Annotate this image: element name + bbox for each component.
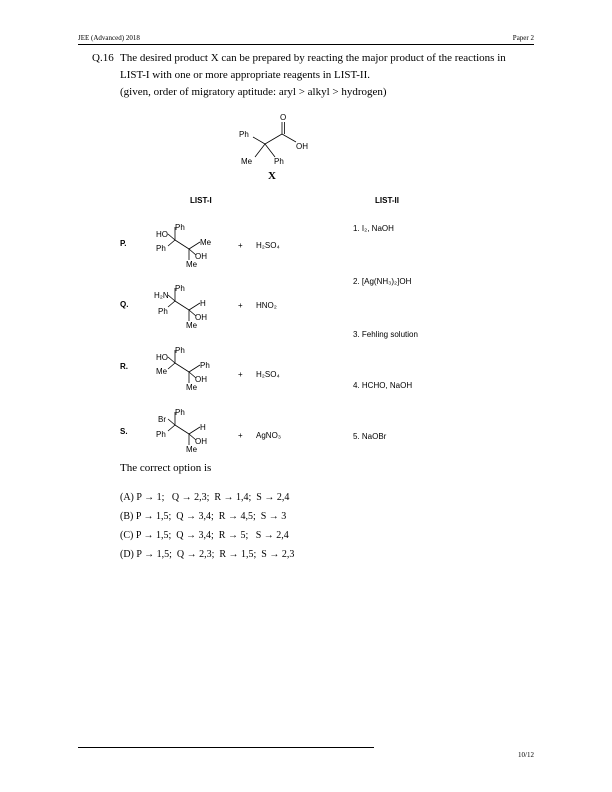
product-atom-oh: OH [296, 142, 308, 151]
header-rule [78, 44, 534, 45]
list1-item-label-r: R. [120, 362, 128, 371]
list1-structure-r [150, 345, 230, 395]
question-line-3: (given, order of migratory aptitude: aryl > alkyl > hydrogen) [120, 86, 387, 98]
r-atom-me-left: Me [156, 367, 168, 376]
footer-rule [78, 747, 374, 748]
q-atom-h: H [200, 299, 206, 308]
s-atom-ph-top: Ph [175, 408, 185, 417]
r-atom-ph-top: Ph [175, 346, 185, 355]
p-atom-ph-top: Ph [175, 223, 185, 232]
question-line-1: The desired product X can be prepared by reacting the major product of the reactions in [120, 52, 506, 64]
p-atom-oh: OH [195, 252, 207, 261]
list1-plus-p: + [238, 241, 243, 250]
footer-page-number: 10/12 [518, 751, 534, 759]
r-atom-ph-right: Ph [200, 361, 210, 370]
list1-item-label-p: P. [120, 239, 127, 248]
s-atom-br: Br [158, 415, 166, 424]
list2-item-4: 4. HCHO, NaOH [353, 381, 413, 390]
q-atom-ph-top: Ph [175, 284, 185, 293]
product-atom-o: O [280, 113, 287, 122]
option-b: (B) P → 1,5; Q → 3,4; R → 4,5; S → 3 [120, 511, 287, 522]
p-atom-me-right: Me [200, 238, 212, 247]
question-number: Q.16 [92, 52, 114, 64]
list1-reagent-q: HNO₂ [256, 301, 277, 310]
list2-item-2: 2. [Ag(NH₃)₂]OH [353, 277, 412, 286]
p-atom-ph-left: Ph [156, 244, 166, 253]
list1-reagent-p: H₂SO₄ [256, 241, 280, 250]
product-atom-ph2: Ph [274, 157, 284, 166]
product-x-structure [230, 112, 340, 172]
list1-structure-s [150, 407, 230, 457]
product-label: X [268, 170, 276, 182]
list1-structure-p [150, 222, 230, 272]
list1-plus-r: + [238, 370, 243, 379]
q-atom-me: Me [186, 321, 198, 330]
product-atom-ph: Ph [239, 130, 249, 139]
list1-item-label-q: Q. [120, 300, 129, 309]
header-exam-name: JEE (Advanced) 2018 [78, 34, 140, 42]
s-atom-me: Me [186, 445, 198, 454]
q-atom-oh: OH [195, 313, 207, 322]
list2-item-3: 3. Fehling solution [353, 330, 418, 339]
list1-reagent-s: AgNO₃ [256, 431, 282, 440]
answer-prompt: The correct option is [120, 462, 212, 474]
list1-reagent-r: H₂SO₄ [256, 370, 280, 379]
header-paper: Paper 2 [512, 34, 534, 42]
list2-title: LIST-II [375, 196, 399, 205]
r-atom-me-bottom: Me [186, 383, 198, 392]
list2-item-1: 1. I₂, NaOH [353, 224, 394, 233]
p-atom-me-bottom: Me [186, 260, 198, 269]
list1-title: LIST-I [190, 196, 212, 205]
s-atom-ph-left: Ph [156, 430, 166, 439]
product-atom-me: Me [241, 157, 253, 166]
s-atom-oh: OH [195, 437, 207, 446]
option-c: (C) P → 1,5; Q → 3,4; R → 5; S → 2,4 [120, 530, 289, 541]
q-atom-ph-left: Ph [158, 307, 168, 316]
list2-item-5: 5. NaOBr [353, 432, 387, 441]
s-atom-h: H [200, 423, 206, 432]
list1-item-label-s: S. [120, 427, 128, 436]
r-atom-ho: HO [156, 353, 168, 362]
list1-plus-q: + [238, 301, 243, 310]
question-line-2: LIST-I with one or more appropriate reagents in LIST-II. [120, 69, 370, 81]
option-d: (D) P → 1,5; Q → 2,3; R → 1,5; S → 2,3 [120, 549, 295, 560]
q-atom-h2n: H₂N [154, 291, 169, 300]
p-atom-ho: HO [156, 230, 168, 239]
list1-plus-s: + [238, 431, 243, 440]
list1-structure-q [150, 283, 230, 333]
option-a: (A) P → 1; Q → 2,3; R → 1,4; S → 2,4 [120, 492, 290, 503]
r-atom-oh: OH [195, 375, 207, 384]
